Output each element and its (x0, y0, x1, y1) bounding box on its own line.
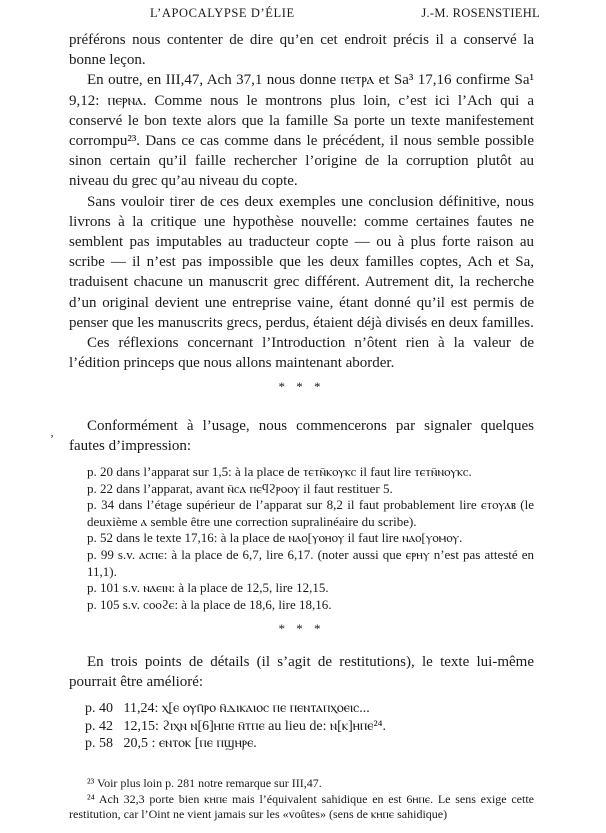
restoration-ref: 11,24: (123, 701, 159, 717)
paragraph-ach-petra: En outre, en III,47, Ach 37,1 nous donne ⲡⲉⲧⲣⲁ et Sa³ 17,16 confirme Sa¹ 9,12: ⲡⲉⲣⲛⲁ. Comme nous le montrons plus loin, c’est ici l’Ach qui a conservé le bon texte alors que la famille Sa porte un texte manifestement corrompu²³. Dans ce cas comme dans le précédent, il nous semble possible sinon certain qu’il faille rechercher l’origine de la corruption plutôt au niveau du grec qu’au niveau du copte. (69, 72, 534, 190)
footnotes (69, 776, 534, 823)
header-author: J.-M. ROSENSTIEHL (421, 6, 540, 20)
restoration-text: : ⲉⲛⲧⲟⲕ [ⲡⲉ ⲡϣⲏⲣⲉ. (151, 736, 257, 752)
typo-item: p. 101 s.v. ⲛⲁⲉⲓⲛ: à la place de 12,5, lire 12,15. (87, 580, 329, 596)
footnote-23: ²³ Voir plus loin p. 281 notre remarque sur III,47. (87, 776, 322, 790)
section-separator: * * * (278, 621, 325, 637)
restoration-page: p. 58 (85, 736, 113, 752)
restore-intro: En trois points de détails (il s’agit de restitutions), le texte lui-même pourrait être amélioré: (69, 653, 534, 690)
margin-mark: ‚ (50, 425, 54, 439)
typo-item: p. 34 dans l’étage supérieur de l’apparat sur 8,2 il faut probablement lire ⲉⲧⲟⲩⲁⲃ (le deuxième ⲁ semble être une correction supralinéaire du scribe). (87, 497, 534, 529)
restoration-row (85, 718, 534, 736)
page-body (69, 30, 534, 753)
paragraph-hypothesis: Sans vouloir tirer de ces deux exemples une conclusion définitive, nous livrons à la critique une hypothèse nouvelle: comme certaines fautes ne semblent pas imputables au traducteur copte — ou à plus forte raison au scribe — il n’est pas impossible que les deux familles coptes, Ach et Sa, traduisent chacune un manuscrit grec différent. Autrement dit, la recherche d’un original devient une entreprise vaine, étant donné qu’il est permis de penser que les manuscrits grecs, perdus, étaient déjà divisés en deux familles. (69, 193, 534, 331)
paragraph-reflections: Ces réflexions concernant l’Introduction n’ôtent rien à la valeur de l’édition princeps que nous allons maintenant aborder. (69, 335, 534, 372)
restoration-text: ϩⲓⲭⲛ ⲛ[6]ⲏⲡⲉ ⲛ̄ⲧⲡⲉ au lieu de: ⲛ[ⲕ]ⲏⲡⲉ²⁴. (162, 718, 387, 734)
restoration-text: ⲭ[ⲉ ⲟⲩⲡ̄ⲣⲟ ⲛ̄ⲇⲓⲕⲁⲓⲟⲥ ⲡⲉ ⲡⲉⲛⲧⲁⲡⲭⲟⲉⲓⲥ... (161, 701, 370, 717)
restoration-ref: 20,5 (123, 736, 148, 752)
typo-item: p. 99 s.v. ⲁⲥⲡⲉ: à la place de 6,7, lire 6,17. (noter aussi que ⲉⲣⲏⲩ n’est pas attesté en 11,1). (87, 547, 534, 579)
typo-list (87, 464, 534, 613)
restoration-page: p. 40 (85, 701, 113, 717)
restoration-page: p. 42 (85, 718, 113, 734)
paragraph-continuation: préférons nous contenter de dire qu’en cet endroit précis il a conservé la bonne leçon. (69, 32, 534, 69)
typo-intro: Conformément à l’usage, nous commencerons par signaler quelques fautes d’impression: (69, 417, 534, 454)
typo-item: p. 105 s.v. ⲥⲟⲟϩⲉ: à la place de 18,6, lire 18,16. (87, 596, 332, 612)
section-separator: * * * (278, 379, 325, 395)
restoration-row (85, 735, 534, 753)
restoration-ref: 12,15: (123, 718, 159, 734)
restoration-list (85, 700, 534, 753)
header-title: L’APOCALYPSE D’ÉLIE (150, 6, 295, 20)
typo-item: p. 22 dans l’apparat, avant ⲛ̄ⲥⲁ ⲡⲉϥϩⲣⲟⲟⲩ il faut restituer 5. (87, 480, 393, 496)
running-header (150, 6, 540, 22)
typo-item: p. 20 dans l’apparat sur 1,5: à la place de ⲧⲉⲧⲛ̄ⲕⲟⲩⲕⲥ il faut lire ⲧⲉⲧⲛ̄ⲛⲟⲩⲕⲥ. (87, 464, 472, 480)
restoration-row (85, 700, 534, 718)
typo-item: p. 52 dans le texte 17,16: à la place de ⲛⲁⲟ[ⲩⲟⲏⲟⲩ il faut lire ⲛⲁⲟ[ⲩⲟⲙⲟⲩ. (87, 530, 463, 546)
footnote-24: ²⁴ Ach 32,3 porte bien ⲕⲏⲡⲉ mais l’équivalent sahidique en est 6ⲏⲡⲉ. Le sens exige cette restitution, car l’Oint ne vient jamais sur les «voûtes» (sens de ⲕⲏⲡⲉ sahidique) (69, 791, 534, 821)
